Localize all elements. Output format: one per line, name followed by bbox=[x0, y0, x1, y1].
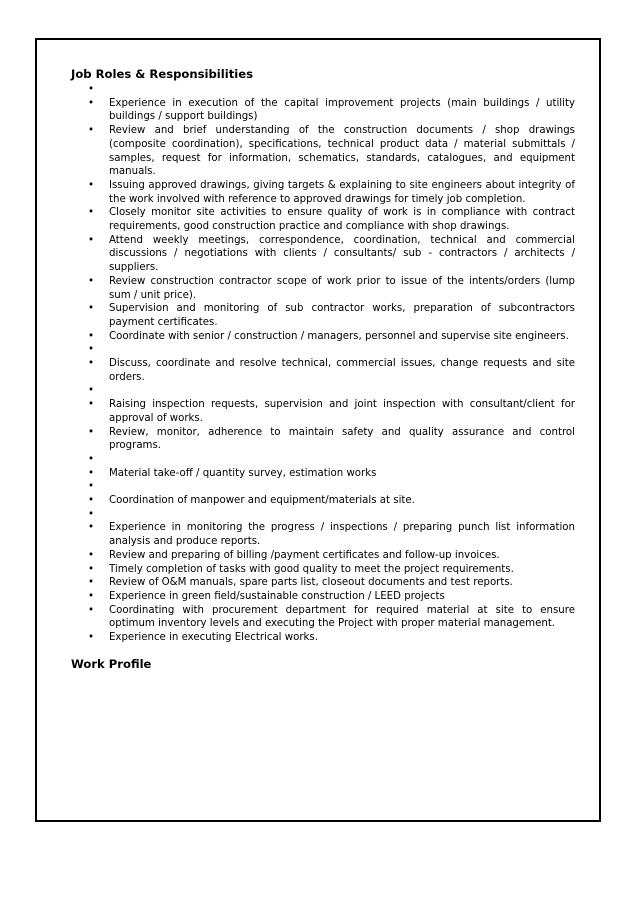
list-item bbox=[71, 480, 575, 494]
list-item bbox=[71, 97, 575, 124]
bullet-icon: • bbox=[88, 385, 95, 397]
list-item-text: Timely completion of tasks with good quality to meet the project requirements. bbox=[109, 563, 514, 575]
list-item-text: Discuss, coordinate and resolve technical, commercial issues, change requests and site orders. bbox=[109, 358, 575, 383]
list-item-text: Experience in monitoring the progress / inspections / preparing punch list information analysis and produce reports. bbox=[109, 522, 575, 548]
list-item bbox=[71, 302, 575, 329]
list-item-text: Closely monitor site activities to ensure quality of work is in compliance with contract requirements, good construction practice and compliance with shop drawings. bbox=[109, 207, 575, 233]
list-item bbox=[71, 576, 575, 590]
bullet-icon: • bbox=[88, 275, 95, 287]
list-item bbox=[71, 343, 575, 357]
list-item bbox=[71, 179, 575, 206]
list-item-text: Review and preparing of billing /payment certificates and follow-up invoices. bbox=[109, 549, 500, 561]
list-item-text: Experience in green field/sustainable construction / LEED projects bbox=[109, 590, 445, 602]
list-item-text: Attend weekly meetings, correspondence, coordination, technical and commercial discussions / negotiations with clients / consultants/ sub - contractors / architects / suppliers. bbox=[109, 234, 575, 274]
bullet-icon: • bbox=[88, 549, 95, 561]
bullet-icon: • bbox=[88, 125, 95, 137]
list-item bbox=[71, 453, 575, 467]
bullet-icon: • bbox=[88, 577, 95, 589]
list-item-text: Issuing approved drawings, giving targets & explaining to site engineers about integrity of the work involved with reference to approved drawings for timely job completion. bbox=[109, 179, 575, 205]
list-item bbox=[71, 563, 575, 577]
job-roles-heading: Job Roles & Responsibilities bbox=[71, 67, 254, 81]
bullet-icon: • bbox=[88, 563, 95, 575]
bullet-icon: • bbox=[88, 358, 95, 370]
list-item bbox=[71, 384, 575, 398]
work-profile-heading: Work Profile bbox=[71, 656, 152, 671]
bullet-icon: • bbox=[88, 303, 95, 315]
bullet-icon: • bbox=[88, 481, 95, 493]
list-item-text: Coordinate with senior / construction / managers, personnel and supervise site engineers. bbox=[109, 330, 569, 342]
bullet-icon: • bbox=[88, 632, 95, 644]
list-item-text: Raising inspection requests, supervision and joint inspection with consultant/client for approval of works. bbox=[109, 399, 575, 424]
bullet-icon: • bbox=[88, 522, 95, 534]
bullet-icon: • bbox=[88, 330, 95, 342]
bullet-icon: • bbox=[88, 234, 95, 246]
list-item bbox=[71, 549, 575, 563]
page-frame bbox=[35, 38, 601, 822]
list-item-text: Review of O&M manuals, spare parts list, closeout documents and test reports. bbox=[109, 577, 513, 589]
bullet-icon: • bbox=[88, 453, 95, 465]
bullet-icon: • bbox=[88, 604, 95, 616]
list-item bbox=[71, 398, 575, 425]
list-item bbox=[71, 234, 575, 275]
responsibilities-list bbox=[71, 83, 575, 645]
bullet-icon: • bbox=[88, 399, 95, 411]
list-item-text: Review, monitor, adherence to maintain safety and quality assurance and control programs. bbox=[109, 426, 575, 452]
list-item bbox=[71, 631, 575, 645]
list-item bbox=[71, 494, 575, 508]
list-item bbox=[71, 426, 575, 453]
bullet-icon: • bbox=[88, 207, 95, 219]
bullet-icon: • bbox=[88, 495, 95, 507]
list-item bbox=[71, 357, 575, 384]
bullet-icon: • bbox=[88, 344, 95, 356]
list-item-text: Material take-off / quantity survey, estimation works bbox=[109, 467, 377, 479]
list-item-text: Experience in execution of the capital improvement projects (main buildings / utility buildings / support buildings) bbox=[109, 97, 575, 123]
list-item bbox=[71, 275, 575, 302]
document-body bbox=[71, 67, 575, 671]
list-item bbox=[71, 124, 575, 179]
list-item-text: Review construction contractor scope of work prior to issue of the intents/orders (lump sum / unit price). bbox=[109, 275, 575, 301]
list-item bbox=[71, 206, 575, 233]
list-item-text: Coordination of manpower and equipment/materials at site. bbox=[109, 495, 415, 507]
bullet-icon: • bbox=[88, 590, 95, 602]
bullet-icon: • bbox=[88, 97, 95, 109]
list-item bbox=[71, 508, 575, 522]
bullet-icon: • bbox=[88, 426, 95, 438]
list-item-text: Supervision and monitoring of sub contractor works, preparation of subcontractors payment certificates. bbox=[109, 303, 575, 328]
list-item bbox=[71, 83, 575, 97]
bullet-icon: • bbox=[88, 508, 95, 520]
list-item bbox=[71, 330, 575, 344]
bullet-icon: • bbox=[88, 84, 95, 95]
list-item bbox=[71, 521, 575, 548]
list-item bbox=[71, 590, 575, 604]
list-item bbox=[71, 604, 575, 631]
list-item-text: Experience in executing Electrical works. bbox=[109, 632, 318, 644]
list-item bbox=[71, 467, 575, 481]
list-item-text: Coordinating with procurement department for required material at site to ensure optimum inventory levels and executing the Project with proper material management. bbox=[109, 604, 575, 630]
list-item-text: Review and brief understanding of the construction documents / shop drawings (composite coordination), specifications, technical product data / material submittals / samples, request for information, schematics, standards, catalogues, and equipment manuals. bbox=[109, 125, 575, 178]
bullet-icon: • bbox=[88, 179, 95, 191]
bullet-icon: • bbox=[88, 467, 95, 479]
